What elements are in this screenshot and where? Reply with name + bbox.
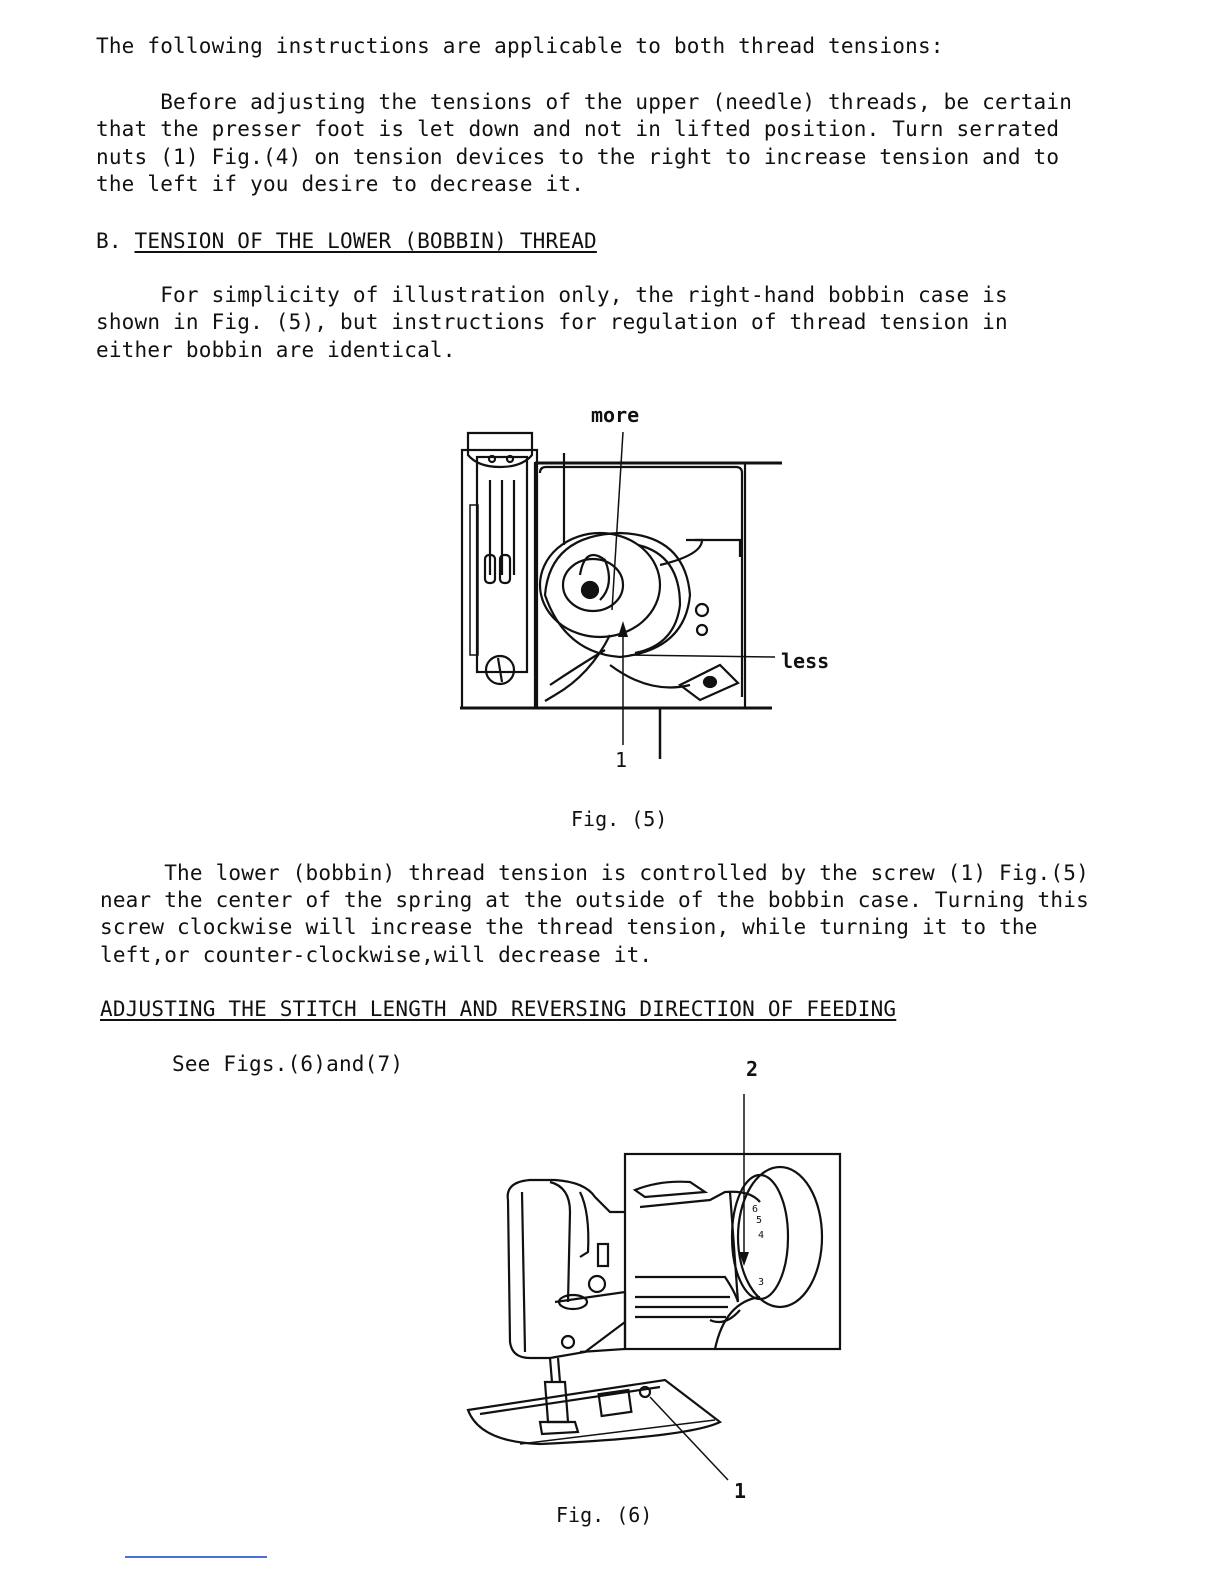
- section-b-paragraph-line: either bobbin are identical.: [96, 338, 456, 362]
- lower-paragraph-line: left,or counter-clockwise,will decrease it.: [100, 943, 653, 967]
- upper-paragraph-line: Before adjusting the tensions of the upper (needle) threads, be certain: [96, 90, 1073, 114]
- fig5-bobbin-illustration: [440, 395, 860, 780]
- lower-paragraph-line: screw clockwise will increase the thread tension, while turning it to the: [100, 915, 1038, 939]
- fig5-label-1: 1: [615, 748, 628, 772]
- section-b-title: TENSION OF THE LOWER (BOBBIN) THREAD: [134, 229, 597, 253]
- upper-paragraph-line: nuts (1) Fig.(4) on tension devices to the right to increase tension and to: [96, 145, 1060, 169]
- upper-paragraph-line: the left if you desire to decrease it.: [96, 172, 585, 196]
- fig5-label-less: less: [781, 649, 830, 673]
- bottom-rule: [125, 1556, 267, 1558]
- lower-paragraph-line: near the center of the spring at the outside of the bobbin case. Turning this: [100, 888, 1089, 912]
- fig6-caption: Fig. (6): [556, 1503, 653, 1527]
- section-b-prefix: B.: [96, 229, 135, 253]
- lower-paragraph-line: The lower (bobbin) thread tension is controlled by the screw (1) Fig.(5): [100, 861, 1089, 885]
- see-figs-text: See Figs.(6)and(7): [172, 1052, 404, 1076]
- section-b-paragraph-line: shown in Fig. (5), but instructions for regulation of thread tension in: [96, 310, 1008, 334]
- upper-paragraph-line: that the presser foot is let down and not in lifted position. Turn serrated: [96, 117, 1060, 141]
- stitch-section-heading: ADJUSTING THE STITCH LENGTH AND REVERSING DIRECTION OF FEEDING: [100, 997, 897, 1021]
- fig6-dial-mark: 3: [758, 1277, 765, 1288]
- fig6-label-1: 1: [734, 1479, 747, 1502]
- fig5-label-more: more: [591, 403, 640, 427]
- fig5-caption: Fig. (5): [571, 807, 668, 831]
- section-b-heading: [96, 229, 597, 253]
- intro-text: The following instructions are applicable to both thread tensions:: [96, 34, 944, 58]
- fig6-dial-mark: 6: [752, 1204, 759, 1215]
- fig6-dial-mark: 5: [756, 1215, 763, 1226]
- section-b-paragraph-line: For simplicity of illustration only, the right-hand bobbin case is: [96, 283, 1008, 307]
- fig6-dial-mark: 4: [758, 1230, 765, 1241]
- fig6-machine-illustration: [460, 1052, 860, 1502]
- fig6-label-2: 2: [746, 1057, 759, 1081]
